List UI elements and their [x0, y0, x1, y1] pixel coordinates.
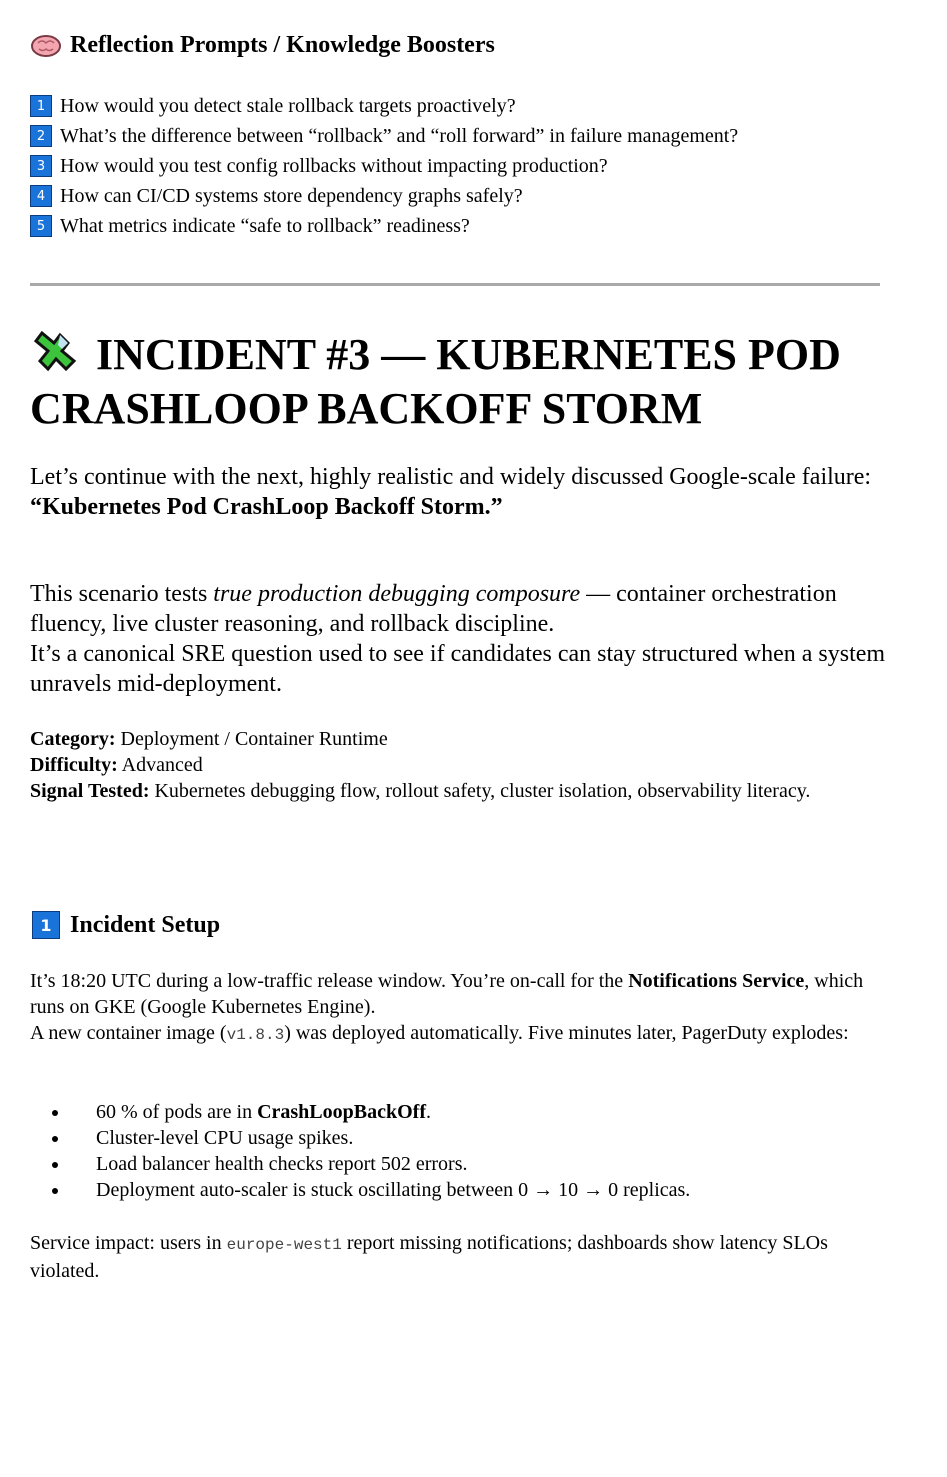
- service-name: Notifications Service: [628, 970, 805, 992]
- incident-title-text: INCIDENT #3 — KUBERNETES POD CRASHLOOP BACKOFF STORM: [30, 330, 841, 433]
- list-item: • Cluster-level CPU usage spikes.: [70, 1125, 690, 1151]
- list-item: [30, 121, 738, 151]
- status-text: CrashLoopBackOff: [257, 1101, 426, 1123]
- reflection-title: Reflection Prompts / Knowledge Boosters: [70, 32, 495, 58]
- list-item: [30, 211, 738, 241]
- prompt-text: How would you test config rollbacks without impacting production?: [60, 155, 608, 177]
- text: 60 % of pods are in: [96, 1101, 258, 1123]
- intro-paragraph: [30, 462, 910, 522]
- intro-text: Let’s continue with the next, highly realistic and widely discussed Google-scale failure:: [30, 464, 872, 490]
- text: — container orchestration fluency, live cluster reasoning, and rollback discipline.: [30, 581, 837, 637]
- incident-name: “Kubernetes Pod CrashLoop Backoff Storm.”: [30, 494, 503, 520]
- list-item: [70, 1099, 690, 1125]
- symptom-list: [30, 1099, 690, 1203]
- puzzle-icon: [30, 329, 86, 375]
- prompt-text: What metrics indicate “safe to rollback” readiness?: [60, 215, 470, 237]
- text: , which runs on GKE (Google Kubernetes Engine).: [30, 970, 864, 1018]
- brain-icon: [30, 33, 62, 59]
- region-code: europe-west1: [226, 1236, 342, 1254]
- number-badge-icon: 4: [30, 185, 52, 207]
- setup-paragraph: [30, 968, 900, 1048]
- prompt-text: How can CI/CD systems store dependency graphs safely?: [60, 185, 523, 207]
- meta-label: Category:: [30, 728, 116, 750]
- number-badge-icon: 3: [30, 155, 52, 177]
- emphasis: true production debugging composure: [213, 581, 581, 607]
- scenario-paragraph: [30, 579, 910, 699]
- setup-heading: [32, 911, 220, 939]
- image-version: v1.8.3: [226, 1026, 285, 1044]
- number-badge-icon: 1: [30, 95, 52, 117]
- meta-label: Difficulty:: [30, 754, 118, 776]
- meta-value: Deployment / Container Runtime: [115, 728, 388, 750]
- meta-difficulty: [30, 752, 900, 778]
- number-badge-icon: 2: [30, 125, 52, 147]
- setup-title: Incident Setup: [70, 911, 221, 938]
- meta-signal: [30, 778, 900, 804]
- reflection-list: [30, 91, 738, 241]
- reflection-heading: [30, 32, 495, 59]
- text: report missing notifications; dashboards show latency SLOs violated.: [30, 1232, 828, 1282]
- text: .: [425, 1101, 431, 1123]
- meta-value: Advanced: [117, 754, 203, 776]
- impact-paragraph: [30, 1230, 900, 1284]
- text: Service impact: users in: [30, 1232, 227, 1254]
- text: It’s 18:20 UTC during a low-traffic release window. You’re on-call for the: [30, 970, 629, 992]
- incident-title: [30, 328, 910, 436]
- prompt-text: How would you detect stale rollback targets proactively?: [60, 95, 516, 117]
- list-item: [30, 91, 738, 121]
- list-item: [30, 181, 738, 211]
- number-badge-icon: 1: [32, 911, 60, 939]
- text: It’s a canonical SRE question used to see if candidates can stay structured when a system unravels mid-deployment.: [30, 641, 886, 697]
- meta-value: Kubernetes debugging flow, rollout safety, cluster isolation, observability literacy.: [149, 780, 811, 802]
- number-badge-icon: 5: [30, 215, 52, 237]
- text: A new container image (: [30, 1022, 227, 1044]
- list-item: • Load balancer health checks report 502 errors.: [70, 1151, 690, 1177]
- horizontal-divider: [30, 283, 880, 286]
- text: This scenario tests: [30, 581, 214, 607]
- prompt-text: What’s the difference between “rollback” and “roll forward” in failure management?: [60, 125, 739, 147]
- list-item: [30, 151, 738, 181]
- meta-category: [30, 726, 900, 752]
- list-item: • Deployment auto-scaler is stuck oscillating between 0 → 10 → 0 replicas.: [70, 1177, 690, 1203]
- meta-label: Signal Tested:: [30, 780, 150, 802]
- text: ) was deployed automatically. Five minutes later, PagerDuty explodes:: [284, 1022, 849, 1044]
- incident-meta: [30, 726, 900, 804]
